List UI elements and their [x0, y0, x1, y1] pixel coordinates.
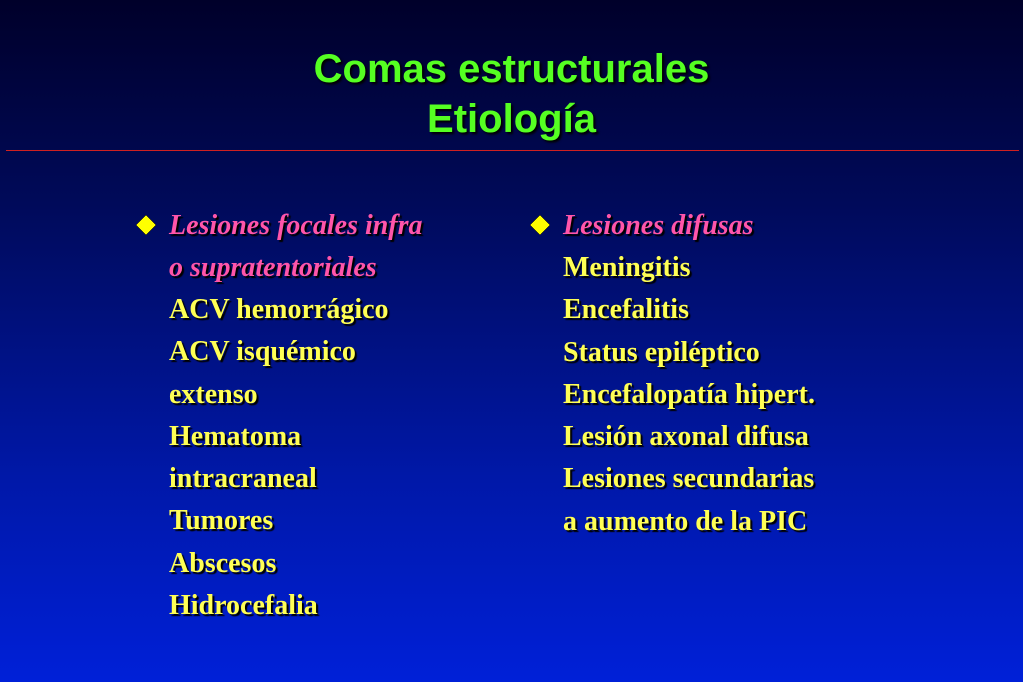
list-item: Hematoma — [169, 420, 302, 452]
left-heading-line-2: o supratentoriales — [169, 252, 377, 283]
right-column — [528, 205, 908, 543]
list-item: extenso — [169, 378, 258, 410]
list-item: Encefalitis — [563, 294, 689, 326]
list-item: ACV hemorrágico — [169, 294, 389, 325]
list-item: Tumores — [169, 505, 274, 537]
right-bullet-row — [528, 205, 908, 247]
list-item: Lesiones secundarias — [563, 463, 815, 495]
list-item: Lesión axonal difusa — [563, 421, 809, 453]
left-column — [134, 205, 514, 627]
slide-title — [0, 44, 1023, 144]
list-item: ACV isquémico — [169, 336, 356, 368]
slide-title-line-1: Comas estructurales — [313, 47, 710, 91]
list-item: Meningitis — [563, 252, 691, 283]
right-heading-line-1: Lesiones difusas — [563, 210, 754, 241]
list-item: Status epiléptico — [563, 336, 760, 368]
title-divider — [6, 150, 1019, 151]
left-item-list — [134, 289, 514, 627]
list-item: Hidrocefalia — [169, 590, 318, 622]
slide-title-line-2: Etiología — [427, 97, 596, 141]
list-item: a aumento de la PIC — [563, 505, 808, 537]
left-bullet-row — [134, 205, 514, 289]
left-heading-line-1: Lesiones focales infra — [169, 210, 423, 241]
list-item: Encefalopatía hipert. — [563, 378, 815, 410]
list-item: intracraneal — [169, 463, 317, 495]
diamond-bullet-icon — [528, 213, 552, 237]
list-item: Abscesos — [169, 547, 277, 579]
diamond-bullet-icon — [134, 213, 158, 237]
right-item-list — [528, 247, 908, 543]
